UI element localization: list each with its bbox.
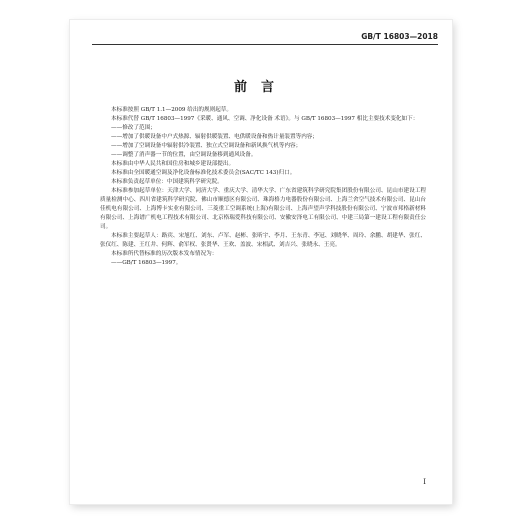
list-item: ——GB/T 16803—1997。	[111, 260, 182, 266]
paragraph: 本标准由中华人民共和国住房和城乡建设部提出。	[111, 161, 235, 167]
paragraph: 本标准由全国暖通空调及净化设备标准化技术委员会(SAC/TC 143)归口。	[111, 170, 296, 176]
paragraph: 本标准按照 GB/T 1.1—2009 给出的规则起草。	[111, 107, 232, 113]
document-page	[70, 20, 452, 504]
header-rule	[92, 44, 438, 45]
paragraph: 本标准负责起草单位：中国建筑科学研究院。	[111, 179, 223, 185]
list-item: ——增加了空调设备中辐射供冷装置、独立式空调设备和新风换气机等内容；	[111, 143, 302, 149]
page-number: I	[423, 478, 426, 486]
paragraph: 本标准主要起草人：路宾、宋旭红、刘东、卢军、赵彬、张昕宇、李月、王东青、李冠、刘晓华、周玲、余鹏、胡建华、张红、张仪红、陈建、王红井、何辉、俞军权、张贤华、王欢、盖波、宋相武、刘吉兴、张晓永、王亮。	[100, 233, 426, 248]
list-item: ——调整了消声器一节的位置，由空调设备移到通风设备。	[111, 152, 257, 158]
paragraph: 本标准参加起草单位：天津大学、同济大学、重庆大学、清华大学、广东省建筑科学研究院集团股份有限公司、昆山市建设工程质量检测中心、四川省建筑科学研究院、佛山市顺德区有限公司、珠海格力电器股份有限公司、上海兰舍空气技术有限公司、昆山台佳机电有限公司、上海博卡实业有限公司、三菱重工空调系统(上海)有限公司、上海声望声学科技股份有限公司、宁波市邦格新材料有限公司、上海谱广机电工程技术有限公司、北京格瑞爱科技有限公司、安徽安泽电工有限公司、中建三局第一建设工程有限责任公司。	[100, 188, 426, 230]
list-item: ——增加了供暖设备中户式热源、辐射供暖装置、电供暖设备和热计量装置等内容；	[111, 134, 318, 140]
page-title: 前言	[233, 80, 288, 95]
paragraph: 本标准所代替标准的历次版本发布情况为：	[111, 251, 218, 257]
standard-code: GB/T 16803—2018	[361, 32, 438, 41]
list-item: ——修改了范围；	[111, 125, 156, 131]
paragraph: 本标准代替 GB/T 16803—1997《采暖、通风、空调、净化设备 术语》。与 GB/T 16803—1997 相比主要技术变化如下：	[111, 116, 419, 122]
body-text	[100, 106, 426, 268]
